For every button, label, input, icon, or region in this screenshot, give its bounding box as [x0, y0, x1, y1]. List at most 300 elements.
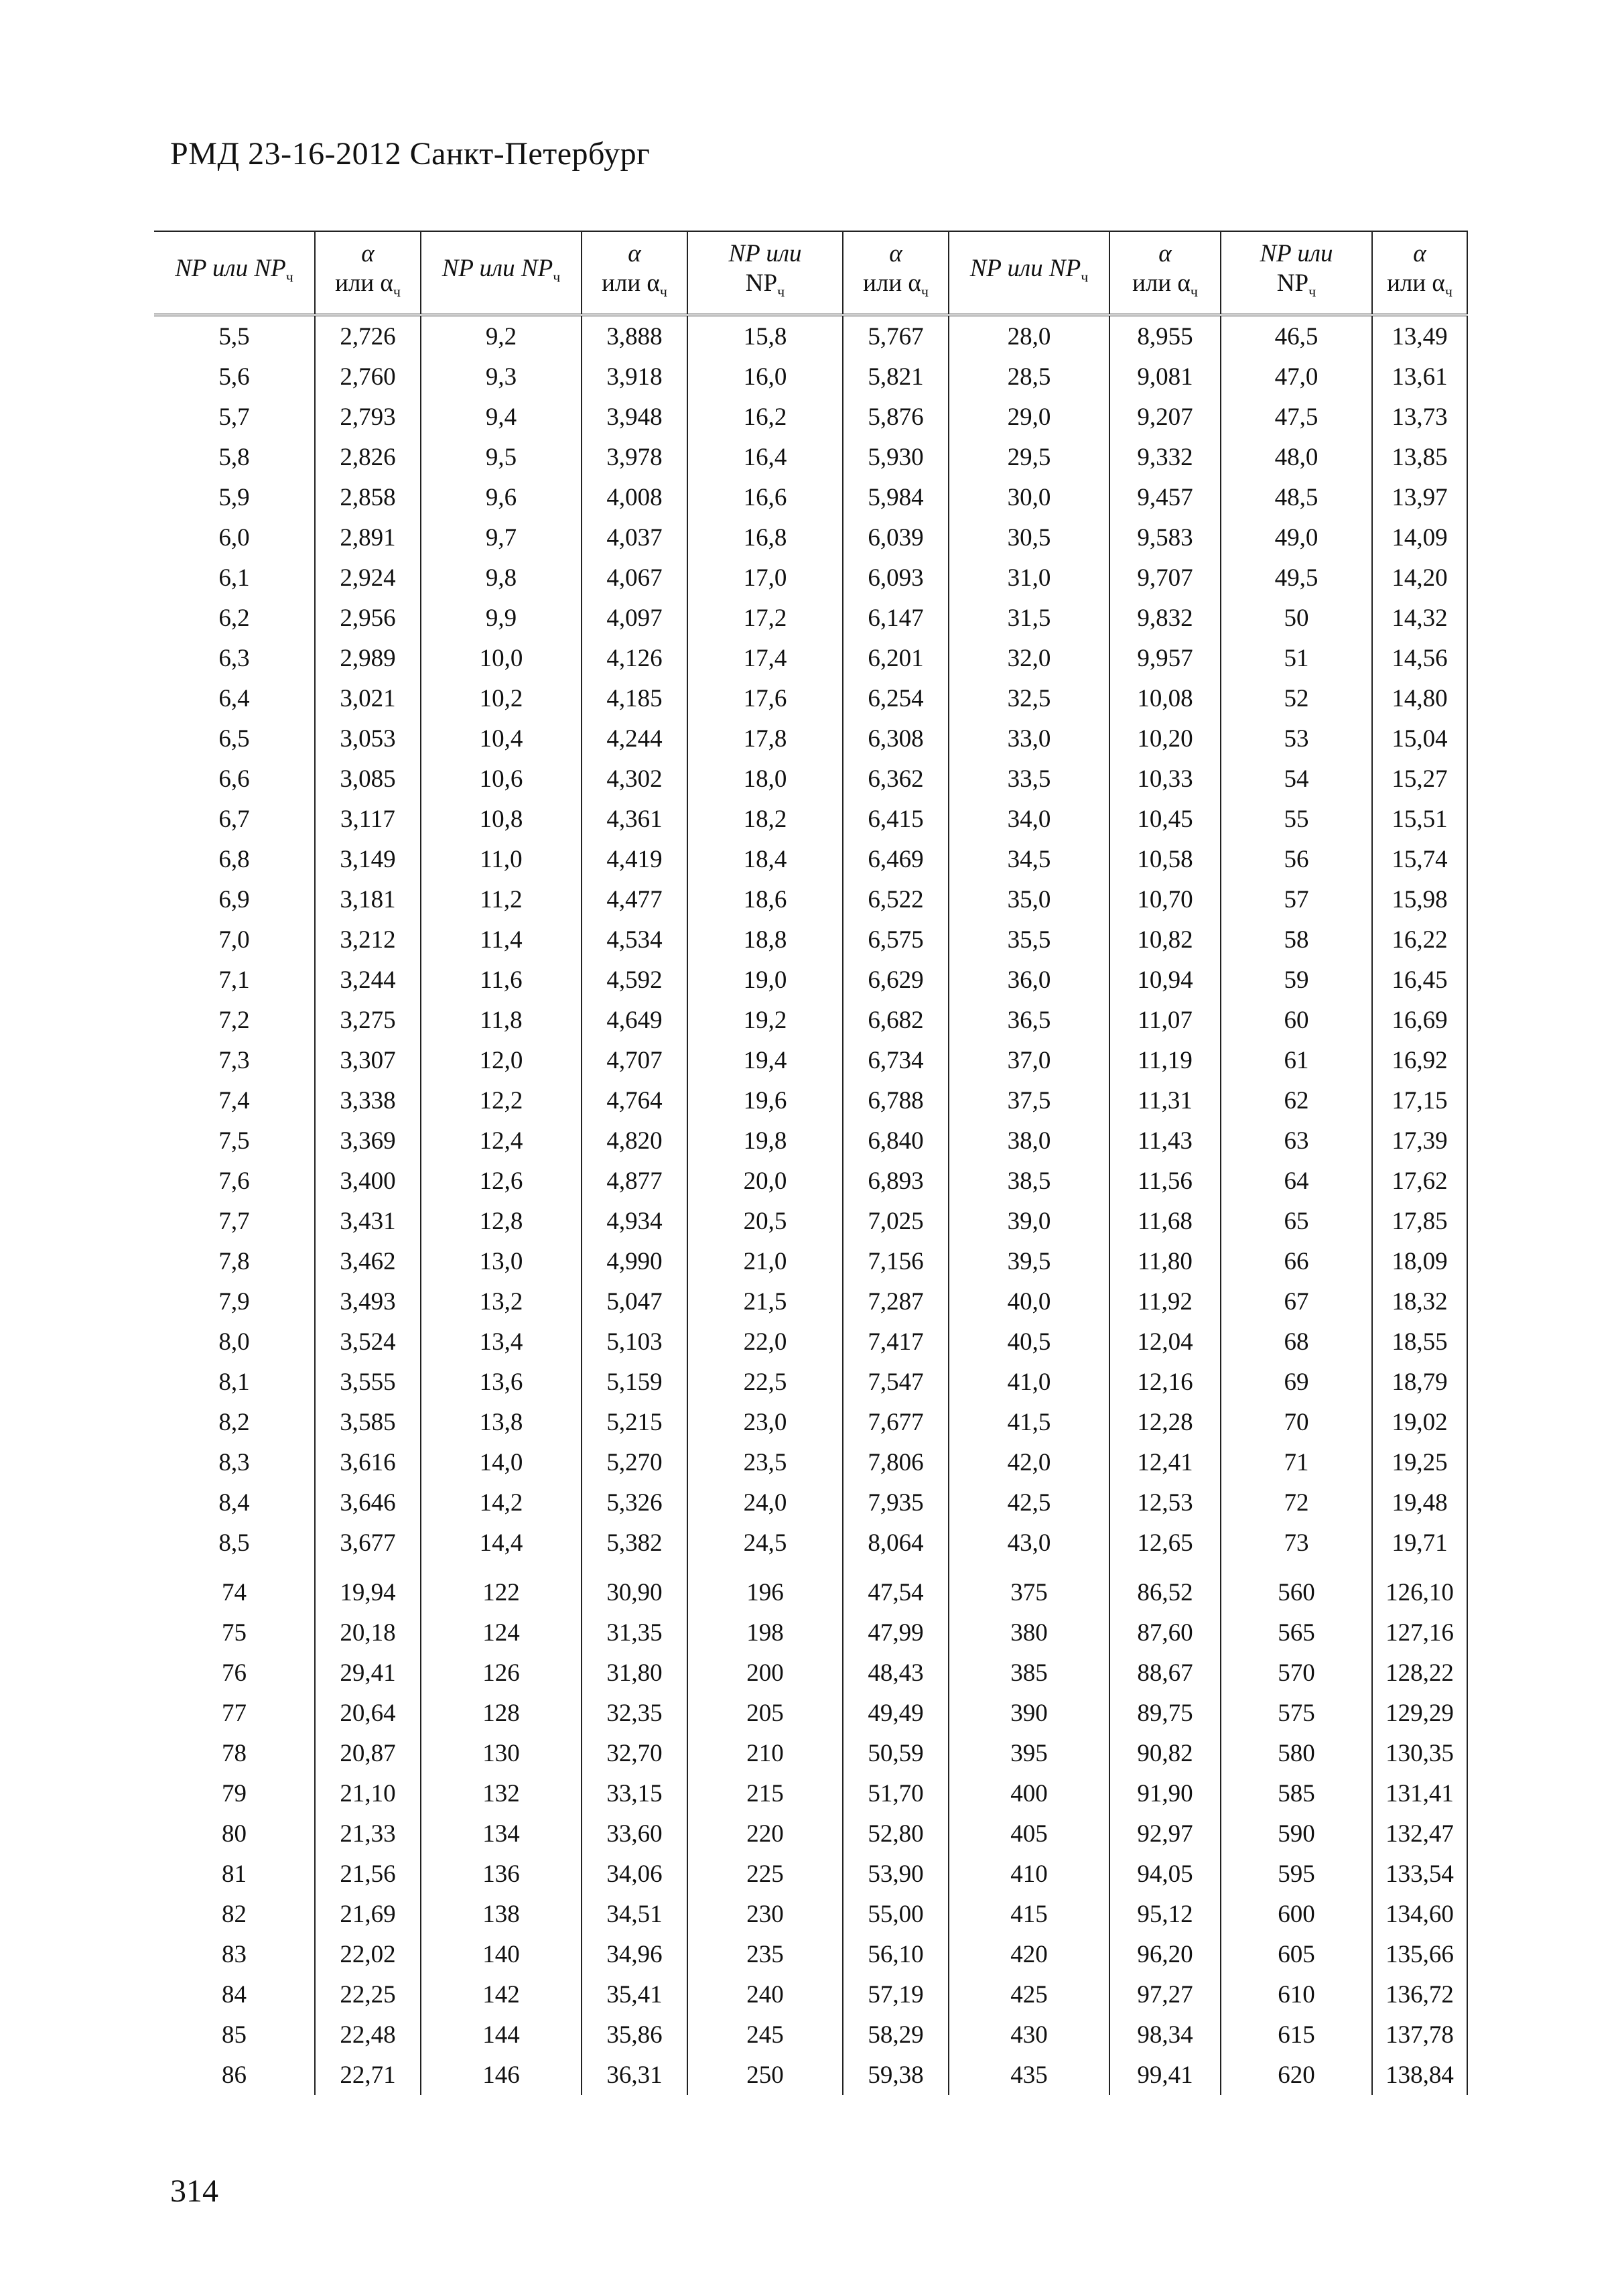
- np-cell: 6,4: [218, 684, 250, 712]
- table-row: [154, 718, 1467, 759]
- np-cell: 7,8: [218, 1247, 250, 1275]
- np-cell: 6,1: [218, 564, 250, 592]
- alpha-cell: 6,362: [843, 759, 949, 799]
- np-cell: 14,4: [421, 1523, 582, 1563]
- np-cell: 24,5: [687, 1523, 843, 1563]
- np-cell: 74: [222, 1578, 247, 1606]
- table-row: [154, 1281, 1467, 1322]
- np-cell: 138: [421, 1894, 582, 1934]
- alpha-cell: 130,35: [1372, 1733, 1467, 1773]
- np-cell: 10,0: [421, 638, 582, 678]
- alpha-cell: 10,08: [1109, 678, 1221, 718]
- alpha-cell: 4,649: [582, 1000, 687, 1040]
- np-cell: 47,5: [1221, 397, 1372, 437]
- np-cell: 31,5: [949, 598, 1109, 638]
- np-cell: 78: [222, 1739, 247, 1767]
- np-cell: 9,6: [421, 477, 582, 517]
- alpha-cell: 131,41: [1372, 1773, 1467, 1813]
- np-cell: 69: [1221, 1362, 1372, 1402]
- np-cell: 22,5: [687, 1362, 843, 1402]
- alpha-cell: 6,469: [843, 839, 949, 879]
- np-cell: 9,2: [421, 315, 582, 357]
- alpha-cell: 17,39: [1372, 1121, 1467, 1161]
- np-cell: 73: [1221, 1523, 1372, 1563]
- np-cell: 9,8: [421, 558, 582, 598]
- np-cell: 24,0: [687, 1482, 843, 1523]
- np-cell: 50: [1221, 598, 1372, 638]
- np-cell: 5,5: [154, 315, 315, 357]
- alpha-cell: 51,70: [843, 1773, 949, 1813]
- column-header-line1: α: [1158, 239, 1172, 267]
- alpha-cell: 13,73: [1372, 397, 1467, 437]
- np-cell: 32,0: [949, 638, 1109, 678]
- alpha-cell: 55,00: [843, 1894, 949, 1934]
- np-cell: 40,0: [949, 1281, 1109, 1322]
- alpha-cell: 5,270: [582, 1442, 687, 1482]
- np-cell: 66: [1221, 1241, 1372, 1281]
- table-row: [154, 839, 1467, 879]
- np-cell: 595: [1221, 1854, 1372, 1894]
- np-cell: 8,1: [218, 1368, 250, 1396]
- np-cell: 42,0: [949, 1442, 1109, 1482]
- np-cell: 11,2: [421, 879, 582, 919]
- np-cell: 65: [1221, 1201, 1372, 1241]
- alpha-cell: 6,093: [843, 558, 949, 598]
- alpha-cell: 6,734: [843, 1040, 949, 1080]
- np-cell: 35,5: [949, 919, 1109, 960]
- alpha-cell: 29,41: [315, 1653, 421, 1693]
- alpha-cell: 89,75: [1109, 1693, 1221, 1733]
- np-cell: 385: [949, 1653, 1109, 1693]
- np-cell: 5,9: [218, 483, 250, 511]
- np-cell: 32,5: [949, 678, 1109, 718]
- np-cell: 5,8: [218, 443, 250, 471]
- alpha-cell: 129,29: [1372, 1693, 1467, 1733]
- np-cell: 8,3: [218, 1448, 250, 1476]
- alpha-cell: 11,19: [1109, 1040, 1221, 1080]
- np-cell: 68: [1221, 1322, 1372, 1362]
- np-cell: 400: [949, 1773, 1109, 1813]
- column-header-4: [687, 231, 843, 315]
- alpha-cell: 6,682: [843, 1000, 949, 1040]
- np-cell: 18,2: [687, 799, 843, 839]
- np-cell: 605: [1221, 1934, 1372, 1974]
- np-cell: 16,6: [687, 477, 843, 517]
- table-row: [154, 1693, 1467, 1733]
- alpha-cell: 3,338: [315, 1080, 421, 1121]
- alpha-cell: 4,877: [582, 1161, 687, 1201]
- alpha-cell: 19,94: [315, 1563, 421, 1612]
- np-cell: 23,5: [687, 1442, 843, 1482]
- alpha-cell: 5,984: [843, 477, 949, 517]
- alpha-cell: 21,33: [315, 1813, 421, 1854]
- alpha-cell: 35,86: [582, 2015, 687, 2055]
- alpha-cell: 22,25: [315, 1974, 421, 2015]
- alpha-cell: 3,462: [315, 1241, 421, 1281]
- np-cell: 20,5: [687, 1201, 843, 1241]
- alpha-cell: 99,41: [1109, 2055, 1221, 2095]
- alpha-cell: 134,60: [1372, 1894, 1467, 1934]
- np-cell: 8,2: [218, 1408, 250, 1436]
- np-cell: 19,2: [687, 1000, 843, 1040]
- table-row: [154, 1854, 1467, 1894]
- alpha-cell: 22,48: [315, 2015, 421, 2055]
- np-cell: 11,4: [421, 919, 582, 960]
- table-row: [154, 1813, 1467, 1854]
- np-cell: 41,0: [949, 1362, 1109, 1402]
- alpha-cell: 6,522: [843, 879, 949, 919]
- alpha-cell: 3,948: [582, 397, 687, 437]
- np-cell: 140: [421, 1934, 582, 1974]
- alpha-cell: 2,726: [315, 315, 421, 357]
- subscript-ch: ч: [393, 283, 401, 300]
- alpha-cell: 7,677: [843, 1402, 949, 1442]
- column-header-8: [1221, 231, 1372, 315]
- alpha-cell: 16,69: [1372, 1000, 1467, 1040]
- alpha-cell: 14,09: [1372, 517, 1467, 558]
- table-row: [154, 1733, 1467, 1773]
- alpha-cell: 6,893: [843, 1161, 949, 1201]
- column-header-line2: или $\alpha_ч$: [602, 269, 667, 300]
- np-cell: 575: [1221, 1693, 1372, 1733]
- np-cell: 600: [1221, 1894, 1372, 1934]
- alpha-cell: 88,67: [1109, 1653, 1221, 1693]
- np-cell: 9,3: [421, 357, 582, 397]
- alpha-cell: 9,332: [1109, 437, 1221, 477]
- alpha-cell: 6,147: [843, 598, 949, 638]
- np-cell: 56: [1221, 839, 1372, 879]
- np-cell: 6,7: [218, 805, 250, 833]
- alpha-cell: 7,806: [843, 1442, 949, 1482]
- np-cell: 48,0: [1221, 437, 1372, 477]
- alpha-cell: 7,417: [843, 1322, 949, 1362]
- np-alpha-table: [154, 231, 1468, 2095]
- table-row: [154, 1402, 1467, 1442]
- alpha-cell: 3,918: [582, 357, 687, 397]
- alpha-cell: 4,361: [582, 799, 687, 839]
- np-cell: 7,3: [218, 1046, 250, 1074]
- alpha-cell: 32,35: [582, 1693, 687, 1733]
- np-cell: 33,0: [949, 718, 1109, 759]
- np-cell: 59: [1221, 960, 1372, 1000]
- column-header-5: [843, 231, 949, 315]
- alpha-cell: 11,56: [1109, 1161, 1221, 1201]
- subscript-ch: ч: [285, 268, 293, 285]
- table-row: [154, 1523, 1467, 1563]
- alpha-cell: 10,20: [1109, 718, 1221, 759]
- np-cell: 146: [421, 2055, 582, 2095]
- alpha-cell: 4,534: [582, 919, 687, 960]
- np-cell: 37,0: [949, 1040, 1109, 1080]
- alpha-cell: 18,32: [1372, 1281, 1467, 1322]
- alpha-cell: 3,524: [315, 1322, 421, 1362]
- np-cell: 18,4: [687, 839, 843, 879]
- alpha-cell: 4,477: [582, 879, 687, 919]
- alpha-cell: 18,09: [1372, 1241, 1467, 1281]
- np-cell: 29,0: [949, 397, 1109, 437]
- np-cell: 12,6: [421, 1161, 582, 1201]
- alpha-cell: 3,646: [315, 1482, 421, 1523]
- table-row: [154, 960, 1467, 1000]
- alpha-cell: 16,22: [1372, 919, 1467, 960]
- alpha-cell: 16,92: [1372, 1040, 1467, 1080]
- np-cell: 60: [1221, 1000, 1372, 1040]
- alpha-cell: 6,201: [843, 638, 949, 678]
- np-cell: 51: [1221, 638, 1372, 678]
- np-cell: 34,5: [949, 839, 1109, 879]
- table-row: [154, 2015, 1467, 2055]
- np-cell: 205: [687, 1693, 843, 1733]
- np-cell: 84: [222, 1980, 247, 2008]
- alpha-cell: 31,80: [582, 1653, 687, 1693]
- alpha-cell: 36,31: [582, 2055, 687, 2095]
- alpha-cell: 4,097: [582, 598, 687, 638]
- np-cell: 48,5: [1221, 477, 1372, 517]
- np-cell: 570: [1221, 1653, 1372, 1693]
- alpha-cell: 17,85: [1372, 1201, 1467, 1241]
- alpha-cell: 9,707: [1109, 558, 1221, 598]
- alpha-cell: 6,308: [843, 718, 949, 759]
- np-cell: 230: [687, 1894, 843, 1934]
- np-cell: 54: [1221, 759, 1372, 799]
- alpha-cell: 3,021: [315, 678, 421, 718]
- alpha-cell: 11,31: [1109, 1080, 1221, 1121]
- np-cell: 560: [1221, 1563, 1372, 1612]
- np-cell: 16,2: [687, 397, 843, 437]
- np-cell: 144: [421, 2015, 582, 2055]
- np-cell: 23,0: [687, 1402, 843, 1442]
- alpha-cell: 133,54: [1372, 1854, 1467, 1894]
- column-header-line2: или $\alpha_ч$: [1132, 269, 1198, 300]
- alpha-cell: 3,431: [315, 1201, 421, 1241]
- np-cell: 17,6: [687, 678, 843, 718]
- subscript-ch: ч: [553, 268, 561, 285]
- np-cell: 83: [222, 1940, 247, 1968]
- np-cell: 142: [421, 1974, 582, 2015]
- alpha-cell: 5,930: [843, 437, 949, 477]
- np-cell: 6,6: [218, 765, 250, 793]
- table-row: [154, 1773, 1467, 1813]
- np-cell: 11,0: [421, 839, 582, 879]
- np-cell: 21,5: [687, 1281, 843, 1322]
- alpha-cell: 97,27: [1109, 1974, 1221, 2015]
- column-header-3: [582, 231, 687, 315]
- alpha-cell: 12,41: [1109, 1442, 1221, 1482]
- alpha-cell: 87,60: [1109, 1612, 1221, 1653]
- table-row: [154, 638, 1467, 678]
- alpha-cell: 14,56: [1372, 638, 1467, 678]
- np-cell: 36,5: [949, 1000, 1109, 1040]
- alpha-cell: 21,69: [315, 1894, 421, 1934]
- np-cell: 21,0: [687, 1241, 843, 1281]
- alpha-cell: 34,51: [582, 1894, 687, 1934]
- alpha-cell: 13,97: [1372, 477, 1467, 517]
- np-cell: 245: [687, 2015, 843, 2055]
- np-cell: 11,8: [421, 1000, 582, 1040]
- alpha-cell: 95,12: [1109, 1894, 1221, 1934]
- alpha-cell: 10,70: [1109, 879, 1221, 919]
- alpha-cell: 4,707: [582, 1040, 687, 1080]
- np-cell: 42,5: [949, 1482, 1109, 1523]
- alpha-cell: 4,067: [582, 558, 687, 598]
- np-cell: 61: [1221, 1040, 1372, 1080]
- alpha-cell: 9,583: [1109, 517, 1221, 558]
- np-cell: 122: [421, 1563, 582, 1612]
- alpha-cell: 126,10: [1372, 1563, 1467, 1612]
- alpha-cell: 19,71: [1372, 1523, 1467, 1563]
- alpha-cell: 9,457: [1109, 477, 1221, 517]
- np-cell: 7,5: [218, 1127, 250, 1155]
- np-cell: 590: [1221, 1813, 1372, 1854]
- alpha-cell: 91,90: [1109, 1773, 1221, 1813]
- column-header-line2: или $\alpha_ч$: [863, 269, 929, 300]
- np-cell: 435: [949, 2055, 1109, 2095]
- alpha-cell: 11,92: [1109, 1281, 1221, 1322]
- np-cell: 34,0: [949, 799, 1109, 839]
- column-header-line1: NP или $NP_ч$: [969, 254, 1089, 285]
- np-cell: 136: [421, 1854, 582, 1894]
- np-cell: 86: [222, 2061, 247, 2089]
- alpha-cell: 15,04: [1372, 718, 1467, 759]
- table-row: [154, 1563, 1467, 1612]
- np-cell: 47,0: [1221, 357, 1372, 397]
- np-cell: 76: [222, 1659, 247, 1687]
- alpha-cell: 48,43: [843, 1653, 949, 1693]
- subscript-ch: ч: [1444, 283, 1452, 300]
- alpha-cell: 94,05: [1109, 1854, 1221, 1894]
- np-cell: 6,5: [218, 724, 250, 753]
- table-row: [154, 1000, 1467, 1040]
- alpha-cell: 11,43: [1109, 1121, 1221, 1161]
- np-cell: 415: [949, 1894, 1109, 1934]
- alpha-cell: 3,149: [315, 839, 421, 879]
- alpha-cell: 5,326: [582, 1482, 687, 1523]
- np-cell: 250: [687, 2055, 843, 2095]
- np-cell: 18,6: [687, 879, 843, 919]
- alpha-cell: 2,924: [315, 558, 421, 598]
- np-cell: 12,2: [421, 1080, 582, 1121]
- column-header-line1: NP или: [728, 239, 802, 267]
- alpha-cell: 3,307: [315, 1040, 421, 1080]
- alpha-cell: 136,72: [1372, 1974, 1467, 2015]
- alpha-cell: 22,71: [315, 2055, 421, 2095]
- alpha-cell: 2,956: [315, 598, 421, 638]
- alpha-cell: 15,51: [1372, 799, 1467, 839]
- column-header-line1: NP или: [1260, 239, 1333, 267]
- table-row: [154, 1040, 1467, 1080]
- np-cell: 17,8: [687, 718, 843, 759]
- table-row: [154, 1653, 1467, 1693]
- np-cell: 13,8: [421, 1402, 582, 1442]
- np-cell: 67: [1221, 1281, 1372, 1322]
- np-cell: 6,8: [218, 845, 250, 873]
- alpha-cell: 3,978: [582, 437, 687, 477]
- np-cell: 9,7: [421, 517, 582, 558]
- subscript-ch: ч: [1081, 268, 1089, 285]
- np-cell: 35,0: [949, 879, 1109, 919]
- np-cell: 82: [222, 1900, 247, 1928]
- alpha-cell: 3,085: [315, 759, 421, 799]
- np-cell: 410: [949, 1854, 1109, 1894]
- alpha-cell: 12,16: [1109, 1362, 1221, 1402]
- np-cell: 49,0: [1221, 517, 1372, 558]
- np-cell: 12,0: [421, 1040, 582, 1080]
- subscript-ch: ч: [921, 283, 929, 300]
- alpha-cell: 6,575: [843, 919, 949, 960]
- np-cell: 18,8: [687, 919, 843, 960]
- column-header-6: [949, 231, 1109, 315]
- column-header-line1: α: [889, 239, 902, 267]
- alpha-cell: 15,27: [1372, 759, 1467, 799]
- np-cell: 580: [1221, 1733, 1372, 1773]
- np-cell: 7,0: [218, 926, 250, 954]
- column-header-line2: $NP_ч$: [1276, 269, 1316, 300]
- alpha-cell: 5,382: [582, 1523, 687, 1563]
- alpha-cell: 5,047: [582, 1281, 687, 1322]
- np-cell: 200: [687, 1653, 843, 1693]
- np-cell: 13,4: [421, 1322, 582, 1362]
- alpha-cell: 4,008: [582, 477, 687, 517]
- alpha-cell: 135,66: [1372, 1934, 1467, 1974]
- alpha-cell: 3,117: [315, 799, 421, 839]
- table-row: [154, 799, 1467, 839]
- np-cell: 77: [222, 1699, 247, 1727]
- np-cell: 19,8: [687, 1121, 843, 1161]
- alpha-cell: 3,244: [315, 960, 421, 1000]
- table-row: [154, 1362, 1467, 1402]
- alpha-cell: 3,555: [315, 1362, 421, 1402]
- table-row: [154, 678, 1467, 718]
- column-header-9: [1372, 231, 1467, 315]
- np-cell: 28,5: [949, 357, 1109, 397]
- alpha-cell: 7,156: [843, 1241, 949, 1281]
- alpha-cell: 3,275: [315, 1000, 421, 1040]
- alpha-cell: 3,400: [315, 1161, 421, 1201]
- alpha-cell: 3,888: [582, 315, 687, 357]
- alpha-cell: 13,49: [1372, 315, 1467, 357]
- subscript-ch: ч: [659, 283, 667, 300]
- table-section-2: [154, 1563, 1467, 2095]
- alpha-cell: 33,15: [582, 1773, 687, 1813]
- np-cell: 10,6: [421, 759, 582, 799]
- alpha-cell: 7,547: [843, 1362, 949, 1402]
- np-cell: 7,9: [218, 1287, 250, 1316]
- alpha-cell: 92,97: [1109, 1813, 1221, 1854]
- np-cell: 64: [1221, 1161, 1372, 1201]
- alpha-cell: 3,493: [315, 1281, 421, 1322]
- np-cell: 13,0: [421, 1241, 582, 1281]
- alpha-cell: 16,45: [1372, 960, 1467, 1000]
- alpha-cell: 7,287: [843, 1281, 949, 1322]
- alpha-cell: 18,79: [1372, 1362, 1467, 1402]
- np-cell: 215: [687, 1773, 843, 1813]
- alpha-cell: 4,764: [582, 1080, 687, 1121]
- alpha-cell: 7,935: [843, 1482, 949, 1523]
- alpha-cell: 33,60: [582, 1813, 687, 1854]
- alpha-cell: 6,788: [843, 1080, 949, 1121]
- alpha-cell: 3,369: [315, 1121, 421, 1161]
- alpha-cell: 127,16: [1372, 1612, 1467, 1653]
- table-row: [154, 1201, 1467, 1241]
- np-cell: 7,7: [218, 1207, 250, 1235]
- np-cell: 85: [222, 2021, 247, 2049]
- alpha-cell: 128,22: [1372, 1653, 1467, 1693]
- np-cell: 37,5: [949, 1080, 1109, 1121]
- np-cell: 39,5: [949, 1241, 1109, 1281]
- np-cell: 72: [1221, 1482, 1372, 1523]
- np-cell: 430: [949, 2015, 1109, 2055]
- np-cell: 38,0: [949, 1121, 1109, 1161]
